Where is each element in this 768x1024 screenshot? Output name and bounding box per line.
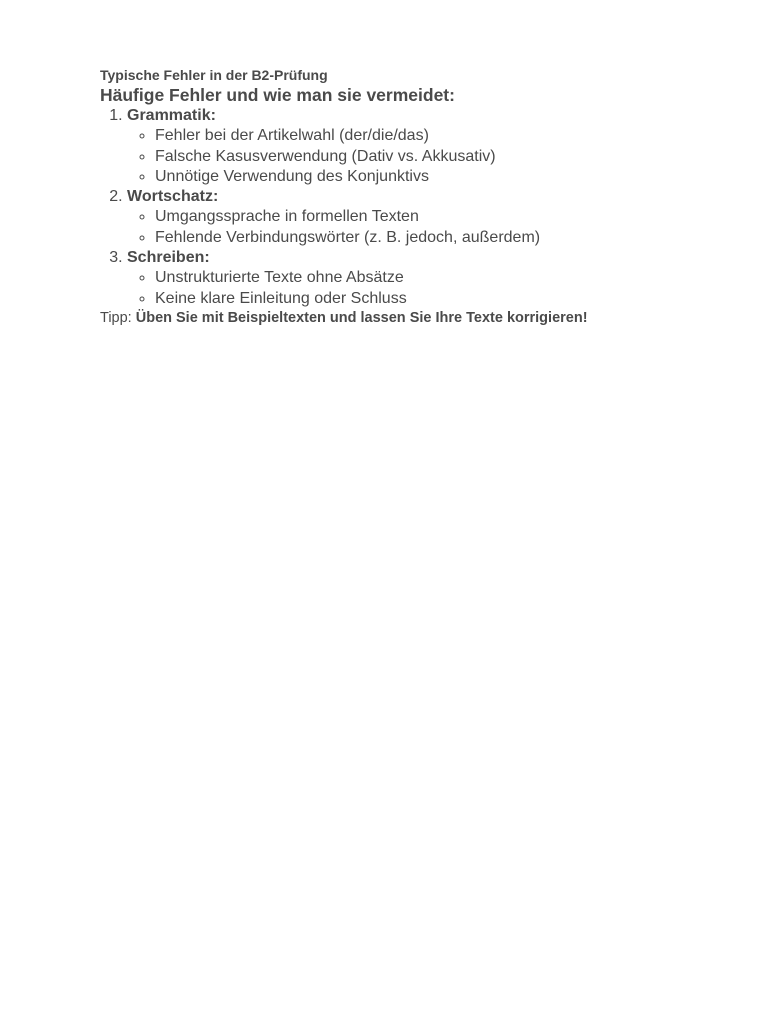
list-item: ◦ Umgangssprache in formellen Texten <box>155 207 720 227</box>
section-heading: Grammatik: <box>127 107 216 124</box>
section-points <box>127 268 720 309</box>
document <box>100 66 720 328</box>
list-item: ◦ Fehlende Verbindungswörter (z. B. jedoch, außerdem) <box>155 228 720 248</box>
section-wortschatz <box>127 187 720 248</box>
tip-label: Tipp: <box>100 309 132 326</box>
section-schreiben <box>127 248 720 309</box>
section-points <box>127 126 720 187</box>
section-grammatik <box>127 106 720 187</box>
tip-text: Üben Sie mit Beispieltexten und lassen Sie Ihre Texte korrigieren! <box>135 309 588 326</box>
list-item: ◦ Falsche Kasusverwendung (Dativ vs. Akkusativ) <box>155 147 720 167</box>
list-item: ◦ Unnötige Verwendung des Konjunktivs <box>155 167 720 187</box>
list-item: ◦ Fehler bei der Artikelwahl (der/die/das) <box>155 126 720 146</box>
section-heading: Schreiben: <box>127 249 210 267</box>
list-item: ◦ Unstrukturierte Texte ohne Absätze <box>155 268 720 288</box>
section-list <box>100 106 720 309</box>
section-heading: Wortschatz: <box>127 188 219 206</box>
list-item: ◦ Keine klare Einleitung oder Schluss <box>155 289 720 309</box>
section-points <box>127 207 720 248</box>
tip-paragraph <box>100 309 720 328</box>
document-title: Häufige Fehler und wie man sie vermeidet: <box>100 85 455 105</box>
document-subtitle: Typische Fehler in der B2-Prüfung <box>100 67 328 83</box>
